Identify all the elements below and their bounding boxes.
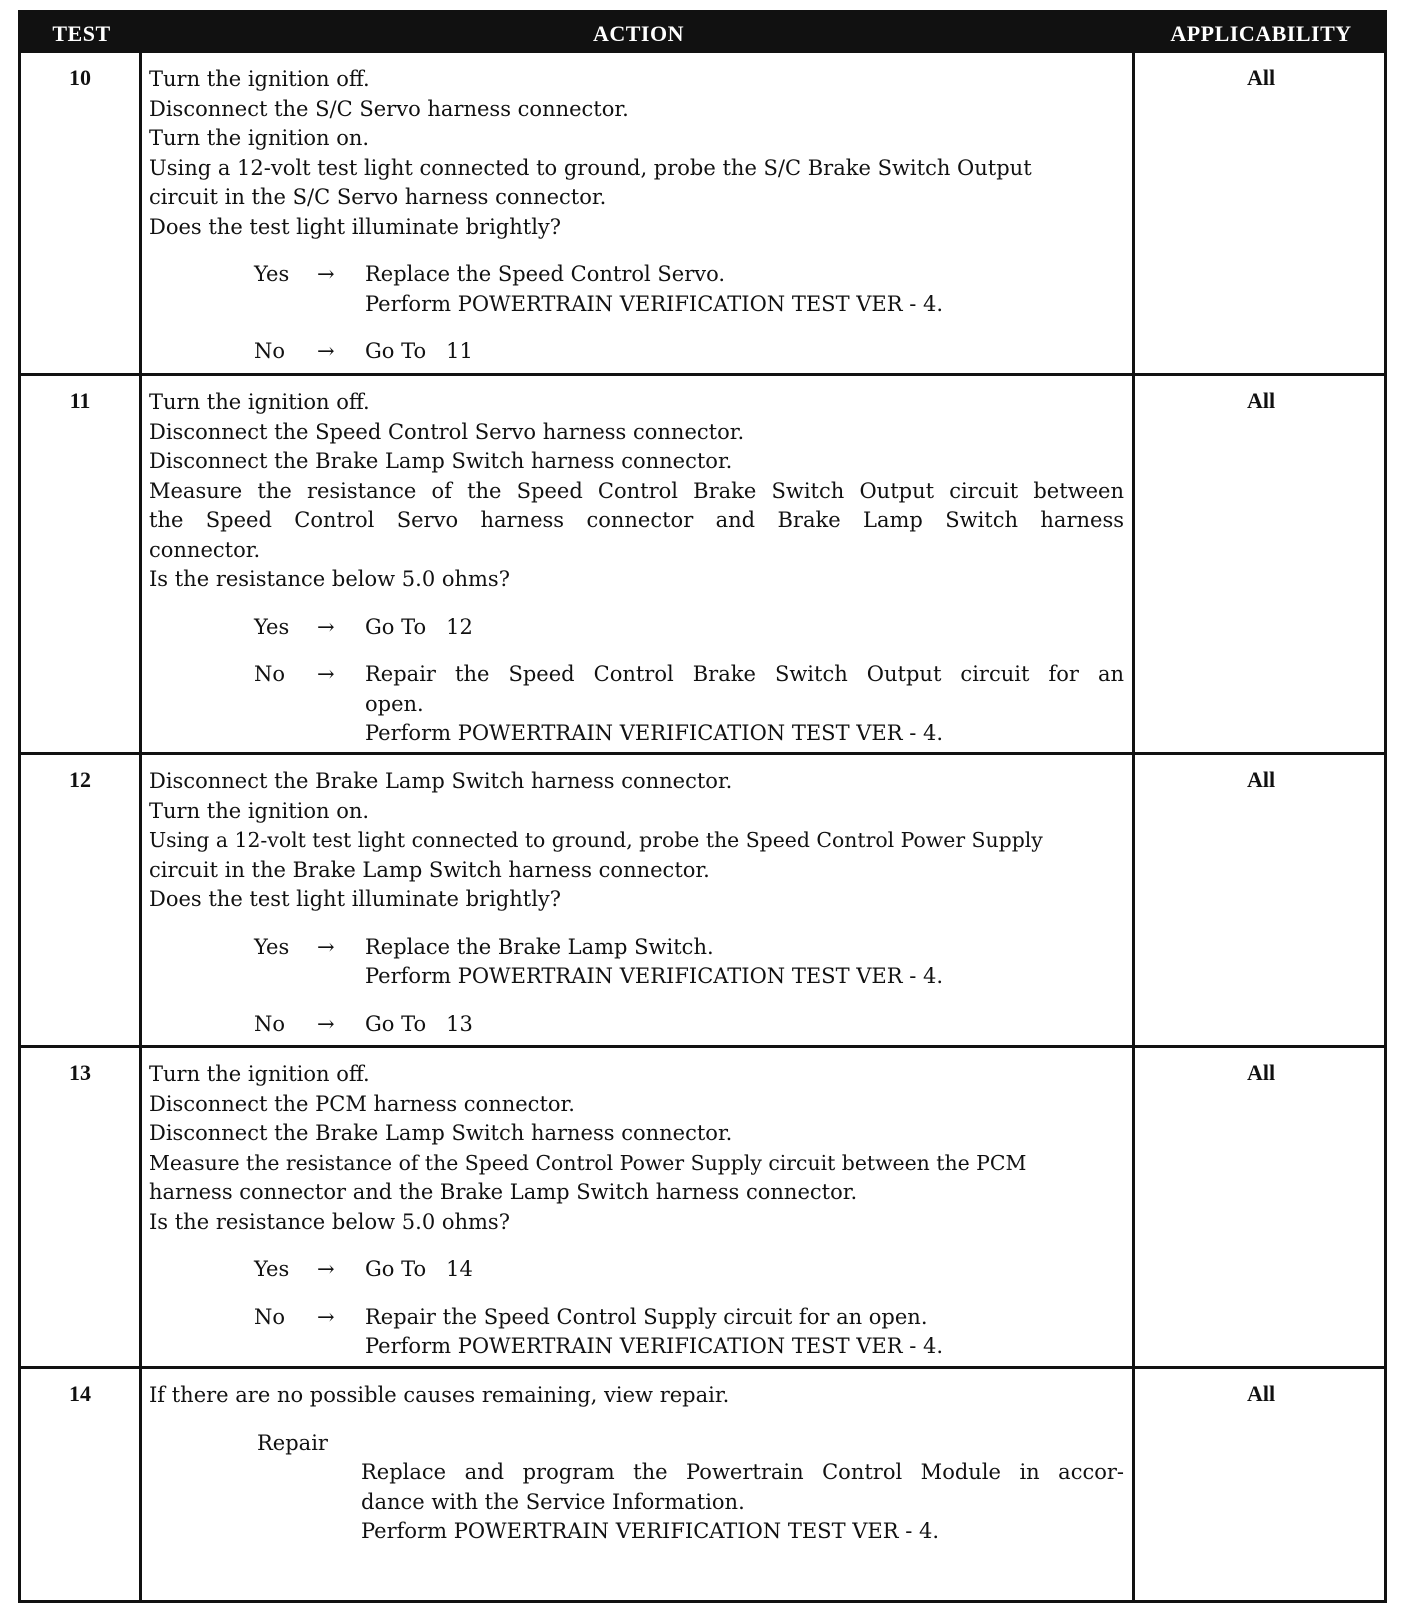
no-response [149, 1010, 1124, 1040]
diagnostic-test-table [18, 10, 1387, 1603]
applicability-value: All [1246, 388, 1276, 413]
arrow-icon: → [317, 614, 335, 639]
response-line: Repair the Speed Control Supply circuit for an open. [365, 1304, 928, 1329]
no-label: No [254, 662, 286, 686]
arrow-icon: → [317, 1011, 335, 1036]
applicability-value: All [1246, 1381, 1276, 1406]
arrow-icon: → [317, 339, 335, 363]
action-step: Disconnect the Speed Control Servo harness connector. [149, 419, 745, 444]
action-step: Does the test light illuminate brightly? [149, 887, 562, 911]
table-row-test-13 [21, 1048, 1384, 1369]
test-number: 14 [69, 1381, 91, 1406]
response-line: Perform POWERTRAIN VERIFICATION TEST VER - 4. [365, 721, 944, 745]
action-cell [149, 388, 1124, 749]
yes-response [149, 933, 1124, 992]
yes-label: Yes [254, 934, 290, 959]
arrow-icon: → [317, 262, 335, 286]
response-line: Replace the Speed Control Servo. [365, 262, 726, 286]
repair-line: Replace and program the Powertrain Control Module in accor- [361, 1460, 1124, 1484]
no-response [149, 660, 1124, 749]
applicability-value: All [1246, 767, 1276, 792]
action-step: Turn the ignition off. [149, 1062, 370, 1086]
response-line: Perform POWERTRAIN VERIFICATION TEST VER - 4. [365, 964, 944, 988]
action-step: Disconnect the Brake Lamp Switch harness connector. [149, 769, 733, 793]
yes-label: Yes [254, 262, 290, 286]
repair-line: dance with the Service Information. [361, 1489, 745, 1514]
yes-label: Yes [254, 614, 290, 639]
action-step: Disconnect the S/C Servo harness connector. [149, 96, 629, 121]
action-step: connector. [149, 537, 261, 562]
no-response [149, 1303, 1124, 1362]
action-step: If there are no possible causes remaining, view repair. [149, 1383, 730, 1407]
applicability-value: All [1246, 1060, 1276, 1085]
action-step: the Speed Control Servo harness connector and Brake Lamp Switch harness [149, 508, 1124, 532]
table-row-test-11 [21, 376, 1384, 755]
repair-body [361, 1458, 1124, 1547]
response-line: Go To 13 [365, 1011, 473, 1036]
action-step: circuit in the S/C Servo harness connector. [149, 185, 607, 209]
action-step: circuit in the Brake Lamp Switch harness connector. [149, 857, 710, 882]
response-line: Go To 14 [365, 1257, 473, 1281]
action-cell [149, 1381, 1124, 1547]
action-step: Turn the ignition off. [149, 390, 370, 414]
arrow-icon: → [317, 934, 335, 959]
action-cell [149, 1060, 1124, 1362]
yes-response [149, 613, 1124, 643]
action-step: Using a 12-volt test light connected to ground, probe the S/C Brake Switch Output [149, 155, 1032, 180]
test-number: 10 [69, 65, 91, 90]
response-line: Replace the Brake Lamp Switch. [365, 934, 714, 959]
action-step: Measure the resistance of the Speed Control Power Supply circuit between the PCM [149, 1150, 1027, 1175]
yes-label: Yes [254, 1257, 290, 1281]
no-label: No [254, 1304, 286, 1329]
action-step: Turn the ignition on. [149, 798, 370, 823]
repair-label: Repair [257, 1430, 328, 1455]
applicability-value: All [1246, 65, 1276, 90]
action-step: Measure the resistance of the Speed Control Brake Switch Output circuit between [149, 478, 1124, 503]
test-number: 13 [69, 1060, 91, 1085]
table-row-test-12 [21, 755, 1384, 1048]
action-cell [149, 65, 1124, 367]
header-applicability: APPLICABILITY [1170, 21, 1352, 46]
header-test: TEST [52, 21, 111, 46]
response-line: Perform POWERTRAIN VERIFICATION TEST VER - 4. [365, 291, 944, 316]
response-line: Go To 11 [365, 339, 473, 363]
test-number: 12 [69, 767, 91, 792]
arrow-icon: → [317, 1304, 335, 1329]
yes-response [149, 260, 1124, 319]
response-line: Perform POWERTRAIN VERIFICATION TEST VER - 4. [365, 1334, 944, 1358]
response-line: open. [365, 691, 424, 716]
arrow-icon: → [317, 662, 335, 686]
no-label: No [254, 339, 286, 363]
yes-response [149, 1255, 1124, 1285]
arrow-icon: → [317, 1257, 335, 1281]
action-step: Is the resistance below 5.0 ohms? [149, 1209, 510, 1234]
table-row-test-14 [21, 1369, 1384, 1600]
action-step: Disconnect the Brake Lamp Switch harness connector. [149, 1121, 733, 1145]
action-step: Does the test light illuminate brightly? [149, 214, 562, 239]
no-response [149, 337, 1124, 367]
action-step: Using a 12-volt test light connected to ground, probe the Speed Control Power Supply [149, 828, 1043, 852]
action-step: Turn the ignition on. [149, 126, 370, 150]
no-label: No [254, 1011, 286, 1036]
response-line: Go To 12 [365, 614, 473, 639]
action-cell [149, 767, 1124, 1039]
action-step: harness connector and the Brake Lamp Switch harness connector. [149, 1180, 858, 1204]
test-number: 11 [69, 388, 91, 413]
table-header [21, 13, 1384, 53]
response-line: Repair the Speed Control Brake Switch Output circuit for an [365, 662, 1124, 686]
action-step: Is the resistance below 5.0 ohms? [149, 567, 510, 591]
action-step: Disconnect the PCM harness connector. [149, 1091, 575, 1116]
action-step: Disconnect the Brake Lamp Switch harness connector. [149, 449, 733, 473]
action-step: Turn the ignition off. [149, 67, 370, 91]
header-action: ACTION [592, 21, 684, 46]
table-row-test-10 [21, 53, 1384, 376]
repair-line: Perform POWERTRAIN VERIFICATION TEST VER - 4. [361, 1519, 940, 1543]
